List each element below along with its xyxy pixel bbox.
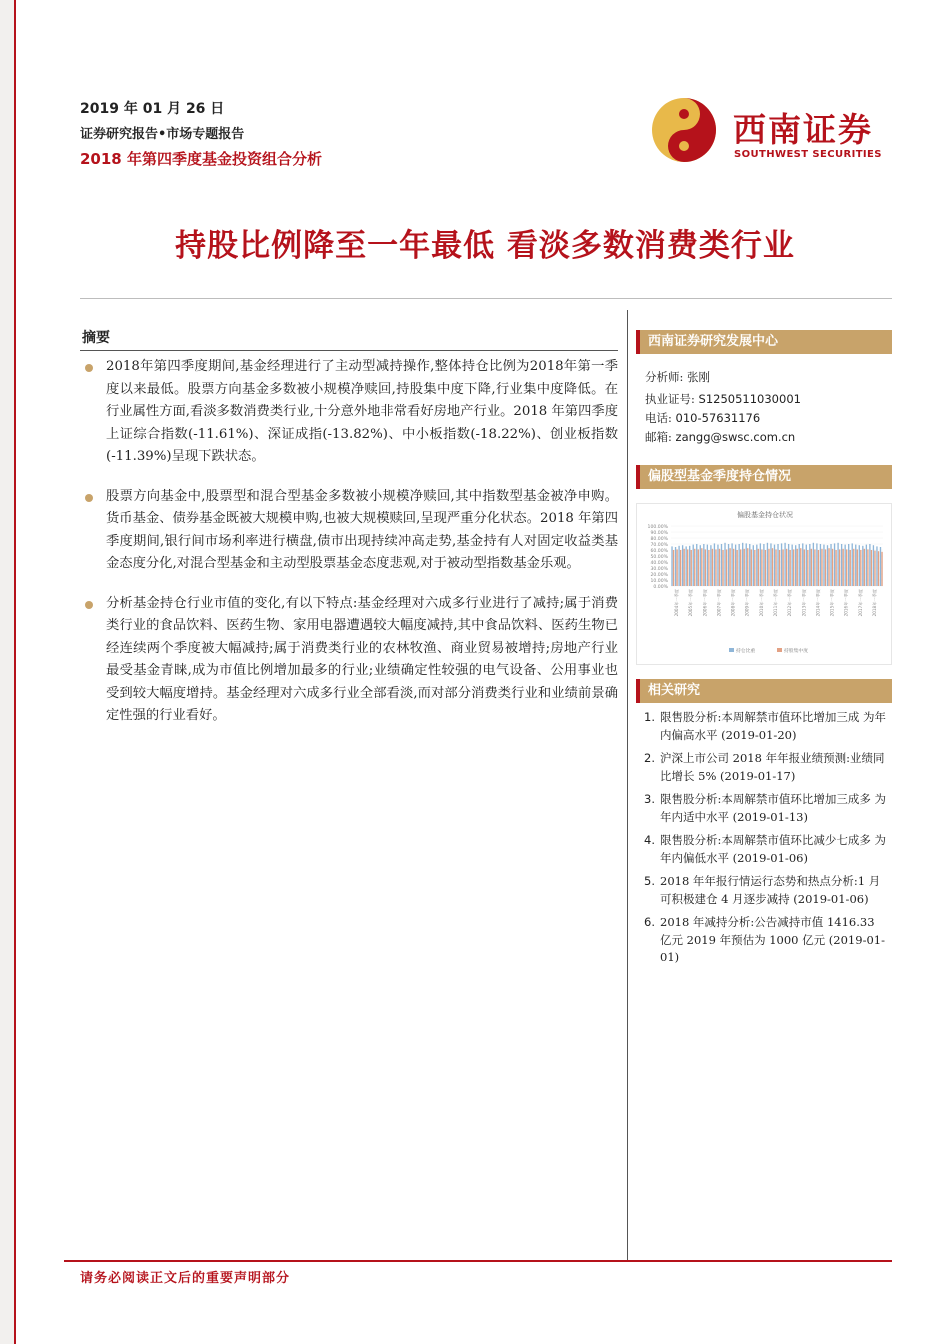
column-divider <box>627 310 628 1260</box>
bar-holding-ratio <box>834 543 835 586</box>
bar-holding-ratio <box>841 544 842 586</box>
bar-concentration <box>853 549 854 586</box>
bar-concentration <box>825 549 826 586</box>
left-decor-line <box>14 0 16 1344</box>
analyst-cert: S1250511030001 <box>698 392 801 406</box>
x-tick-label: 2018年一季度 <box>871 589 877 617</box>
bar-concentration <box>850 550 851 586</box>
bar-holding-ratio <box>696 544 697 586</box>
analyst-cert-label: 执业证号: <box>645 392 695 406</box>
bar-holding-ratio <box>721 544 722 586</box>
related-item[interactable] <box>644 709 888 744</box>
bar-holding-ratio <box>795 545 796 586</box>
footer-disclaimer: 请务必阅读正文后的重要声明部分 <box>80 1271 291 1286</box>
abstract-item <box>80 593 618 728</box>
y-tick-label: 90.00% <box>650 530 668 536</box>
report-date: 2019 年 01 月 26 日 <box>80 101 225 117</box>
bar-holding-ratio <box>749 544 750 586</box>
bar-concentration <box>797 549 798 586</box>
bar-holding-ratio <box>809 544 810 586</box>
logo-name-en: SOUTHWEST SECURITIES <box>734 149 882 160</box>
bar-holding-ratio <box>873 545 874 586</box>
bar-holding-ratio <box>728 544 729 586</box>
bar-concentration <box>722 550 723 586</box>
bar-concentration <box>698 549 699 586</box>
bar-concentration <box>874 551 875 586</box>
bar-concentration <box>733 549 734 586</box>
related-item-text[interactable]: 限售股分析:本周解禁市值环比减少七成多 为年内偏低水平 (2019-01-06) <box>660 833 887 865</box>
bar-concentration <box>793 549 794 586</box>
bar-holding-ratio <box>806 545 807 586</box>
bar-concentration <box>878 551 879 586</box>
analyst-name-row <box>645 368 884 387</box>
bar-holding-ratio <box>700 545 701 586</box>
bar-concentration <box>747 548 748 586</box>
bar-concentration <box>832 549 833 586</box>
bar-concentration <box>701 548 702 586</box>
analyst-email-label: 邮箱: <box>645 430 672 444</box>
footer-divider <box>64 1260 892 1262</box>
related-item[interactable] <box>644 750 888 785</box>
bar-holding-ratio <box>880 547 881 586</box>
bar-holding-ratio <box>710 545 711 586</box>
bar-concentration <box>814 549 815 586</box>
bar-holding-ratio <box>876 546 877 586</box>
company-logo <box>648 92 888 172</box>
analyst-phone: 010-57631176 <box>675 411 761 425</box>
bar-holding-ratio <box>852 543 853 586</box>
bar-holding-ratio <box>682 545 683 586</box>
related-item-number: 2. <box>644 751 655 765</box>
bar-concentration <box>729 548 730 586</box>
bar-concentration <box>712 549 713 586</box>
bar-holding-ratio <box>738 544 739 586</box>
bar-holding-ratio <box>869 544 870 586</box>
analyst-email-row <box>645 428 884 447</box>
bar-concentration <box>768 549 769 586</box>
bar-holding-ratio <box>844 545 845 586</box>
related-item-text[interactable]: 沪深上市公司 2018 年年报业绩预测:业绩同比增长 5% (2019-01-17) <box>660 751 885 783</box>
bar-holding-ratio <box>685 546 686 586</box>
analyst-name: 张刚 <box>687 370 711 384</box>
bar-holding-ratio <box>799 544 800 586</box>
bar-holding-ratio <box>707 545 708 586</box>
bar-holding-ratio <box>862 546 863 586</box>
bar-concentration <box>804 549 805 586</box>
page-title: 持股比例降至一年最低 看淡多数消费类行业 <box>175 228 795 264</box>
y-tick-label: 20.00% <box>650 572 668 578</box>
bar-concentration <box>687 549 688 586</box>
bar-holding-ratio <box>777 544 778 586</box>
bar-concentration <box>860 550 861 586</box>
bar-concentration <box>719 549 720 586</box>
related-item-number: 5. <box>644 874 655 888</box>
bar-concentration <box>676 549 677 586</box>
y-tick-label: 80.00% <box>650 536 668 542</box>
analyst-info <box>636 354 892 447</box>
abstract-paragraph: 股票方向基金中,股票型和混合型基金多数被小规模净赎回,其中指数型基金被净申购。货币基金、债券基金既被大规模申购,也被大规模赎回,呈现严重分化状态。2018 年第四季度期间,银行间市场利率进行横盘,债市出现持续冲高走势,基金持有人对固定收益类基金态度分化,对混合型基金和主动型股票基金态度悲观,对于被动型指数基金乐观。 <box>106 488 618 571</box>
x-tick-label: 2011年一季度 <box>773 589 778 617</box>
bar-concentration <box>691 550 692 586</box>
related-item[interactable] <box>644 914 888 967</box>
bar-holding-ratio <box>756 545 757 586</box>
bar-concentration <box>789 550 790 586</box>
y-tick-label: 40.00% <box>650 560 668 566</box>
bar-holding-ratio <box>724 543 725 586</box>
x-tick-label: 2004年一季度 <box>674 589 680 617</box>
bar-holding-ratio <box>678 546 679 586</box>
bar-holding-ratio <box>855 545 856 586</box>
bar-concentration <box>811 549 812 586</box>
y-tick-label: 50.00% <box>650 554 668 560</box>
bar-holding-ratio <box>830 544 831 586</box>
related-item-number: 1. <box>644 710 655 724</box>
abstract-item <box>80 486 618 576</box>
related-item-number: 4. <box>644 833 655 847</box>
logo-emblem-icon <box>648 92 726 170</box>
title-divider <box>80 298 892 299</box>
bar-holding-ratio <box>784 543 785 586</box>
related-item-text[interactable]: 限售股分析:本周解禁市值环比增加三成多 为年内适中水平 (2019-01-13) <box>660 792 887 824</box>
abstract-body <box>80 356 618 745</box>
related-item[interactable] <box>644 873 888 908</box>
bar-concentration <box>708 550 709 586</box>
bar-concentration <box>744 549 745 586</box>
report-series-title: 2018 年第四季度基金投资组合分析 <box>80 150 322 168</box>
bar-concentration <box>786 549 787 586</box>
bullet-dot-icon <box>85 364 93 372</box>
x-tick-label: 2014年一季度 <box>815 589 821 617</box>
bar-holding-ratio <box>693 545 694 586</box>
bar-holding-ratio <box>827 545 828 586</box>
x-tick-label: 2006年一季度 <box>702 589 708 617</box>
bar-concentration <box>839 549 840 586</box>
bar-concentration <box>881 552 882 586</box>
bar-holding-ratio <box>859 545 860 586</box>
chart-title: 偏股基金持仓状况 <box>737 511 793 519</box>
bar-holding-ratio <box>788 544 789 586</box>
bullet-dot-icon <box>85 494 93 502</box>
y-tick-label: 10.00% <box>650 578 668 584</box>
bar-concentration <box>765 550 766 586</box>
related-research-list <box>636 703 892 967</box>
bar-concentration <box>751 549 752 586</box>
abstract-heading: 摘要 <box>82 330 110 346</box>
bar-holding-ratio <box>703 544 704 586</box>
bar-concentration <box>818 550 819 586</box>
bar-holding-ratio <box>746 543 747 586</box>
legend-swatch <box>777 648 782 652</box>
related-item-text[interactable]: 2018 年减持分析:公告减持市值 1416.33 亿元 2019 年预估为 1000 亿元 (2019-01-01) <box>660 915 885 964</box>
bar-concentration <box>673 550 674 586</box>
related-item-text[interactable]: 限售股分析:本周解禁市值环比增加三成 为年内偏高水平 (2019-01-20) <box>660 710 887 742</box>
analyst-cert-row <box>645 390 884 409</box>
bar-holding-ratio <box>763 544 764 586</box>
bar-holding-ratio <box>767 543 768 586</box>
related-item-number: 3. <box>644 792 655 806</box>
chart-section-title: 偏股型基金季度持仓情况 <box>636 465 892 489</box>
bar-holding-ratio <box>820 544 821 586</box>
x-tick-label: 2005年一季度 <box>688 589 694 617</box>
abstract-paragraph: 2018年第四季度期间,基金经理进行了主动型减持操作,整体持仓比例为2018年第一季度以来最低。股票方向基金多数被小规模净赎回,持股集中度下降,行业集中度降低。在行业属性方面,看淡多数消费类行业,十分意外地非常看好房地产行业。2018 年第四季度上证综合指数(-11.61%)、深证成指(-13.82%)、中小板指数(-18.22%)、创业板指数(-11.39%)呈现下跌状态。 <box>106 359 618 464</box>
bar-holding-ratio <box>837 543 838 586</box>
related-item-number: 6. <box>644 915 655 929</box>
y-tick-label: 0.00% <box>653 584 668 590</box>
bar-concentration <box>782 549 783 586</box>
bar-concentration <box>800 548 801 586</box>
bar-holding-ratio <box>866 545 867 586</box>
bar-concentration <box>779 550 780 586</box>
bar-concentration <box>846 549 847 586</box>
sidebar <box>636 330 892 973</box>
bar-concentration <box>857 549 858 586</box>
analyst-phone-row <box>645 409 884 428</box>
x-tick-label: 2008年一季度 <box>730 589 736 617</box>
abstract-item <box>80 356 618 469</box>
bar-concentration <box>680 550 681 586</box>
bar-concentration <box>772 548 773 586</box>
bar-holding-ratio <box>816 543 817 586</box>
bar-concentration <box>871 550 872 586</box>
y-tick-label: 30.00% <box>650 566 668 572</box>
abstract-paragraph: 分析基金持仓行业市值的变化,有以下特点:基金经理对六成多行业进行了减持;属于消费类行业的食品饮料、医药生物、家用电器遭遇较大幅度减持,其中食品饮料、医药生物已经连续两个季度被大幅减持;属于消费类行业的农林牧渔、商业贸易被增持;房地产行业最受基金青睐,成为市值比例增加最多的行业;业绩确定性较强的电气设备、公用事业也受到较大幅度增持。基金经理对六成多行业全部看淡,而对部分消费类行业和业绩前景确定性强的行业看好。 <box>106 595 618 723</box>
bar-concentration <box>736 550 737 586</box>
bar-holding-ratio <box>675 547 676 586</box>
bar-concentration <box>775 549 776 586</box>
bar-holding-ratio <box>770 543 771 586</box>
y-tick-label: 70.00% <box>650 542 668 548</box>
bar-holding-ratio <box>753 545 754 586</box>
bar-concentration <box>867 549 868 586</box>
abstract-divider <box>80 350 618 351</box>
holdings-chart-frame <box>636 503 892 665</box>
bar-holding-ratio <box>781 543 782 586</box>
bar-holding-ratio <box>671 546 672 586</box>
bar-holding-ratio <box>735 545 736 586</box>
center-title: 西南证券研究发展中心 <box>636 330 892 354</box>
x-tick-label: 2009年一季度 <box>744 589 750 617</box>
holdings-chart <box>637 504 893 664</box>
x-tick-label: 2010年一季度 <box>758 589 764 617</box>
bar-concentration <box>758 549 759 586</box>
bar-holding-ratio <box>823 545 824 586</box>
x-tick-label: 2016年一季度 <box>843 589 849 617</box>
bar-concentration <box>761 549 762 586</box>
related-research-title: 相关研究 <box>636 679 892 703</box>
legend-label: 持股集中度 <box>784 649 808 654</box>
x-tick-label: 2013年一季度 <box>801 589 807 617</box>
bar-concentration <box>726 549 727 586</box>
bar-concentration <box>715 549 716 586</box>
bar-concentration <box>842 549 843 586</box>
analyst-email[interactable]: zangg@swsc.com.cn <box>675 430 796 444</box>
y-tick-label: 60.00% <box>650 548 668 554</box>
related-item-text[interactable]: 2018 年年报行情运行态势和热点分析:1 月可积极建仓 4 月逐步减持 (2019-01-06) <box>660 874 881 906</box>
bar-concentration <box>864 549 865 586</box>
bullet-dot-icon <box>85 601 93 609</box>
x-tick-label: 2017年一季度 <box>857 589 863 617</box>
bar-concentration <box>694 549 695 586</box>
x-tick-label: 2007年一季度 <box>716 589 722 617</box>
bar-holding-ratio <box>774 545 775 586</box>
report-type: 证券研究报告•市场专题报告 <box>80 127 245 142</box>
bar-holding-ratio <box>802 543 803 586</box>
y-tick-label: 100.00% <box>647 524 668 530</box>
related-item[interactable] <box>644 832 888 867</box>
analyst-phone-label: 电话: <box>645 411 672 425</box>
bar-holding-ratio <box>760 543 761 586</box>
legend-label: 持仓比重 <box>736 649 756 654</box>
bar-holding-ratio <box>848 544 849 586</box>
bar-holding-ratio <box>791 545 792 586</box>
bar-holding-ratio <box>717 545 718 586</box>
related-item[interactable] <box>644 791 888 826</box>
bar-holding-ratio <box>813 543 814 586</box>
x-tick-label: 2015年一季度 <box>829 589 835 617</box>
bar-concentration <box>705 549 706 586</box>
bar-holding-ratio <box>731 543 732 586</box>
bar-holding-ratio <box>689 546 690 586</box>
bar-holding-ratio <box>742 543 743 586</box>
bar-concentration <box>807 550 808 586</box>
bar-concentration <box>683 549 684 586</box>
bar-concentration <box>828 548 829 586</box>
logo-name-cn: 西南证券 <box>733 110 873 149</box>
bar-concentration <box>754 550 755 586</box>
bar-concentration <box>740 549 741 586</box>
x-tick-label: 2012年一季度 <box>787 589 793 617</box>
legend-swatch <box>729 648 734 652</box>
bar-concentration <box>821 549 822 586</box>
bar-concentration <box>835 550 836 586</box>
bar-holding-ratio <box>714 543 715 586</box>
analyst-name-label: 分析师: <box>645 370 684 384</box>
